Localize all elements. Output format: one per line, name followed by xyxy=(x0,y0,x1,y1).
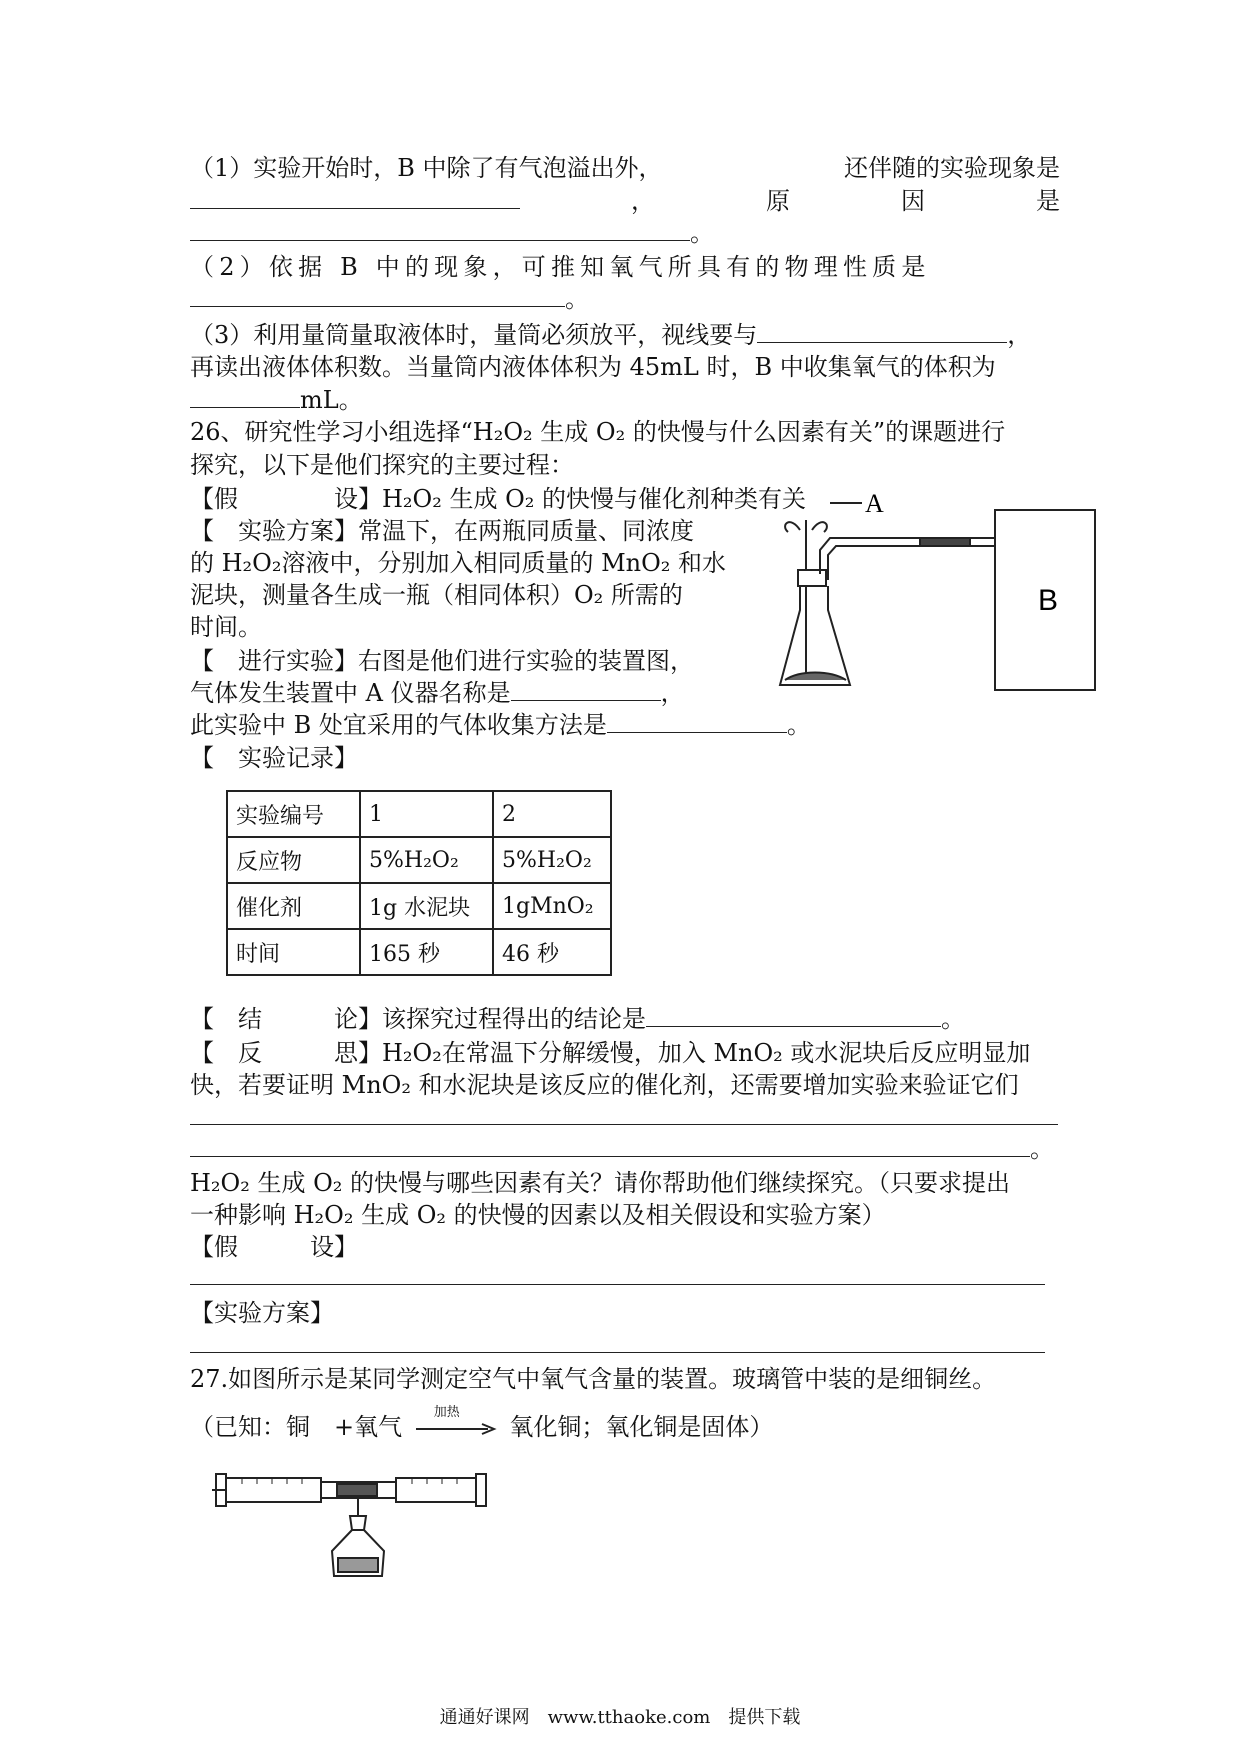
q26-hypothesis: 【假 设】H₂O₂ 生成 O₂ 的快慢与催化剂种类有关 xyxy=(190,485,807,513)
q26-plan-line2: 的 H₂O₂溶液中，分别加入相同质量的 MnO₂ 和水 xyxy=(190,549,727,577)
q26-plan-label: 【实验方案】 xyxy=(190,1299,334,1327)
arrow-icon xyxy=(416,1421,496,1437)
q27-known xyxy=(190,1405,774,1442)
q26-blank-reflection-1[interactable] xyxy=(190,1102,1058,1125)
q26-more-line2: 一种影响 H₂O₂ 生成 O₂ 的快慢的因素以及相关假设和实验方案） xyxy=(190,1201,886,1229)
q25-part1-text-a: （1）实验开始时，B 中除了有气泡溢出外， xyxy=(190,154,663,182)
q25-part3-line1 xyxy=(190,320,1031,350)
q26-exp3-end: 。 xyxy=(786,711,811,739)
q26-conclusion-text: 【 结 论】该探究过程得出的结论是 xyxy=(190,1005,646,1033)
q25-blank-property[interactable] xyxy=(190,284,565,307)
q27-known-a: （已知：铜 +氧气 xyxy=(190,1413,403,1441)
table-cell: 46 秒 xyxy=(493,929,611,975)
q26-reflection-line2: 快，若要证明 MnO₂ 和水泥块是该反应的催化剂，还需要增加实验来验证它们 xyxy=(190,1071,1019,1099)
table-cell: 1gMnO₂ xyxy=(493,883,611,929)
q26-reflection-line4 xyxy=(190,1134,1054,1164)
table-cell: 时间 xyxy=(227,929,360,975)
q25-shi: 是 xyxy=(1036,187,1060,215)
q26-more-line1: H₂O₂ 生成 O₂ 的快慢与哪些因素有关？请你帮助他们继续探究。（只要求提出 xyxy=(190,1169,1011,1197)
q26-plan-blank-line xyxy=(190,1330,1045,1360)
q26-intro-line1: 26、研究性学习小组选择“H₂O₂ 生成 O₂ 的快慢与什么因素有关”的课题进行 xyxy=(190,418,1006,446)
q26-hypothesis2-blank-line xyxy=(190,1262,1045,1292)
q25-part1-text-b: 还伴随的实验现象是 xyxy=(844,154,1060,182)
table-cell: 1g 水泥块 xyxy=(360,883,493,929)
q26-plan-line3: 泥块，测量各生成一瓶（相同体积）O₂ 所需的 xyxy=(190,581,683,609)
apparatus-diagram xyxy=(770,489,1059,700)
q26-blank-instrument[interactable] xyxy=(511,678,661,701)
table-cell: 5%H₂O₂ xyxy=(493,837,611,883)
q25-part3-line2: 再读出液体体积数。当量筒内液体体积为 45mL 时，B 中收集氧气的体积为 xyxy=(190,353,996,381)
q26-exp-line3 xyxy=(190,710,811,740)
label-b: B xyxy=(1038,584,1059,617)
copper-tube-apparatus xyxy=(212,1466,502,1586)
q26-reflection-end: 。 xyxy=(1030,1135,1054,1163)
table-row xyxy=(227,883,611,929)
q25-blank-reason[interactable] xyxy=(190,218,690,241)
experiment-record-table xyxy=(226,790,612,976)
table-cell: 165 秒 xyxy=(360,929,493,975)
table-row xyxy=(227,929,611,975)
q25-part3-comma: ， xyxy=(1007,321,1032,349)
q25-yin: 因 xyxy=(901,187,925,215)
q26-blank-hypothesis2[interactable] xyxy=(190,1262,1045,1285)
q26-conclusion-end: 。 xyxy=(941,1005,965,1033)
q26-exp3-text: 此实验中 B 处宜采用的气体收集方法是 xyxy=(190,711,607,739)
q26-exp2-end: ， xyxy=(660,679,685,707)
table-cell: 1 xyxy=(360,791,493,837)
q25-blank-volume[interactable] xyxy=(190,385,300,408)
q26-intro-line2: 探究，以下是他们探究的主要过程： xyxy=(190,451,574,479)
q25-unit: mL。 xyxy=(300,386,363,414)
table-cell: 5%H₂O₂ xyxy=(360,837,493,883)
q25-part2-line1: （2）依据 B 中的现象，可推知氧气所具有的物理性质是 xyxy=(190,253,931,281)
q26-record-label: 【 实验记录】 xyxy=(190,744,358,772)
q25-part1-line2 xyxy=(190,186,1060,216)
q25-part1-line3 xyxy=(190,218,714,248)
q26-blank-reflection-2[interactable] xyxy=(190,1134,1030,1157)
q26-plan-line1: 【 实验方案】常温下，在两瓶同质量、同浓度 xyxy=(190,517,694,545)
q26-conclusion xyxy=(190,1004,965,1034)
q25-period: 。 xyxy=(690,219,714,247)
q25-part3-text-a: （3）利用量筒量取液体时，量筒必须放平，视线要与 xyxy=(190,321,758,349)
page-footer: 通通好课网 www.tthaoke.com 提供下载 xyxy=(439,1707,801,1728)
q25-part3-line3 xyxy=(190,385,363,415)
q26-exp-line1: 【 进行实验】右图是他们进行实验的装置图， xyxy=(190,647,694,675)
q27-heat-label: 加热 xyxy=(433,1405,460,1420)
q27-heat-arrow xyxy=(416,1405,496,1442)
q26-reflection-line3 xyxy=(190,1102,1058,1132)
q26-blank-conclusion[interactable] xyxy=(646,1004,941,1027)
q26-exp-line2 xyxy=(190,678,685,708)
q25-part1-line1 xyxy=(190,153,1060,183)
q26-blank-plan[interactable] xyxy=(190,1330,1045,1353)
table-row xyxy=(227,837,611,883)
table-cell: 反应物 xyxy=(227,837,360,883)
q27-known-b: 氧化铜；氧化铜是固体） xyxy=(509,1413,774,1441)
q25-blank-phenomenon[interactable] xyxy=(190,186,520,209)
table-cell: 2 xyxy=(493,791,611,837)
q25-blank-eyeline[interactable] xyxy=(757,320,1007,343)
table-row xyxy=(227,791,611,837)
q26-plan-line4: 时间。 xyxy=(190,613,262,641)
label-a: A xyxy=(865,489,884,518)
q26-hypothesis2-label: 【假 设】 xyxy=(190,1233,358,1261)
table-cell: 催化剂 xyxy=(227,883,360,929)
q25-comma: ， xyxy=(631,187,655,215)
q27-line1: 27.如图所示是某同学测定空气中氧气含量的装置。玻璃管中装的是细铜丝。 xyxy=(190,1365,997,1393)
q26-reflection-line1: 【 反 思】H₂O₂在常温下分解缓慢，加入 MnO₂ 或水泥块后反应明显加 xyxy=(190,1039,1031,1067)
q25-part2-line2 xyxy=(190,284,589,314)
q25-yuan: 原 xyxy=(766,187,790,215)
q25-period-2: 。 xyxy=(565,285,589,313)
q26-exp2-text: 气体发生装置中 A 仪器名称是 xyxy=(190,679,511,707)
table-cell: 实验编号 xyxy=(227,791,360,837)
q26-blank-collect-method[interactable] xyxy=(607,710,787,733)
